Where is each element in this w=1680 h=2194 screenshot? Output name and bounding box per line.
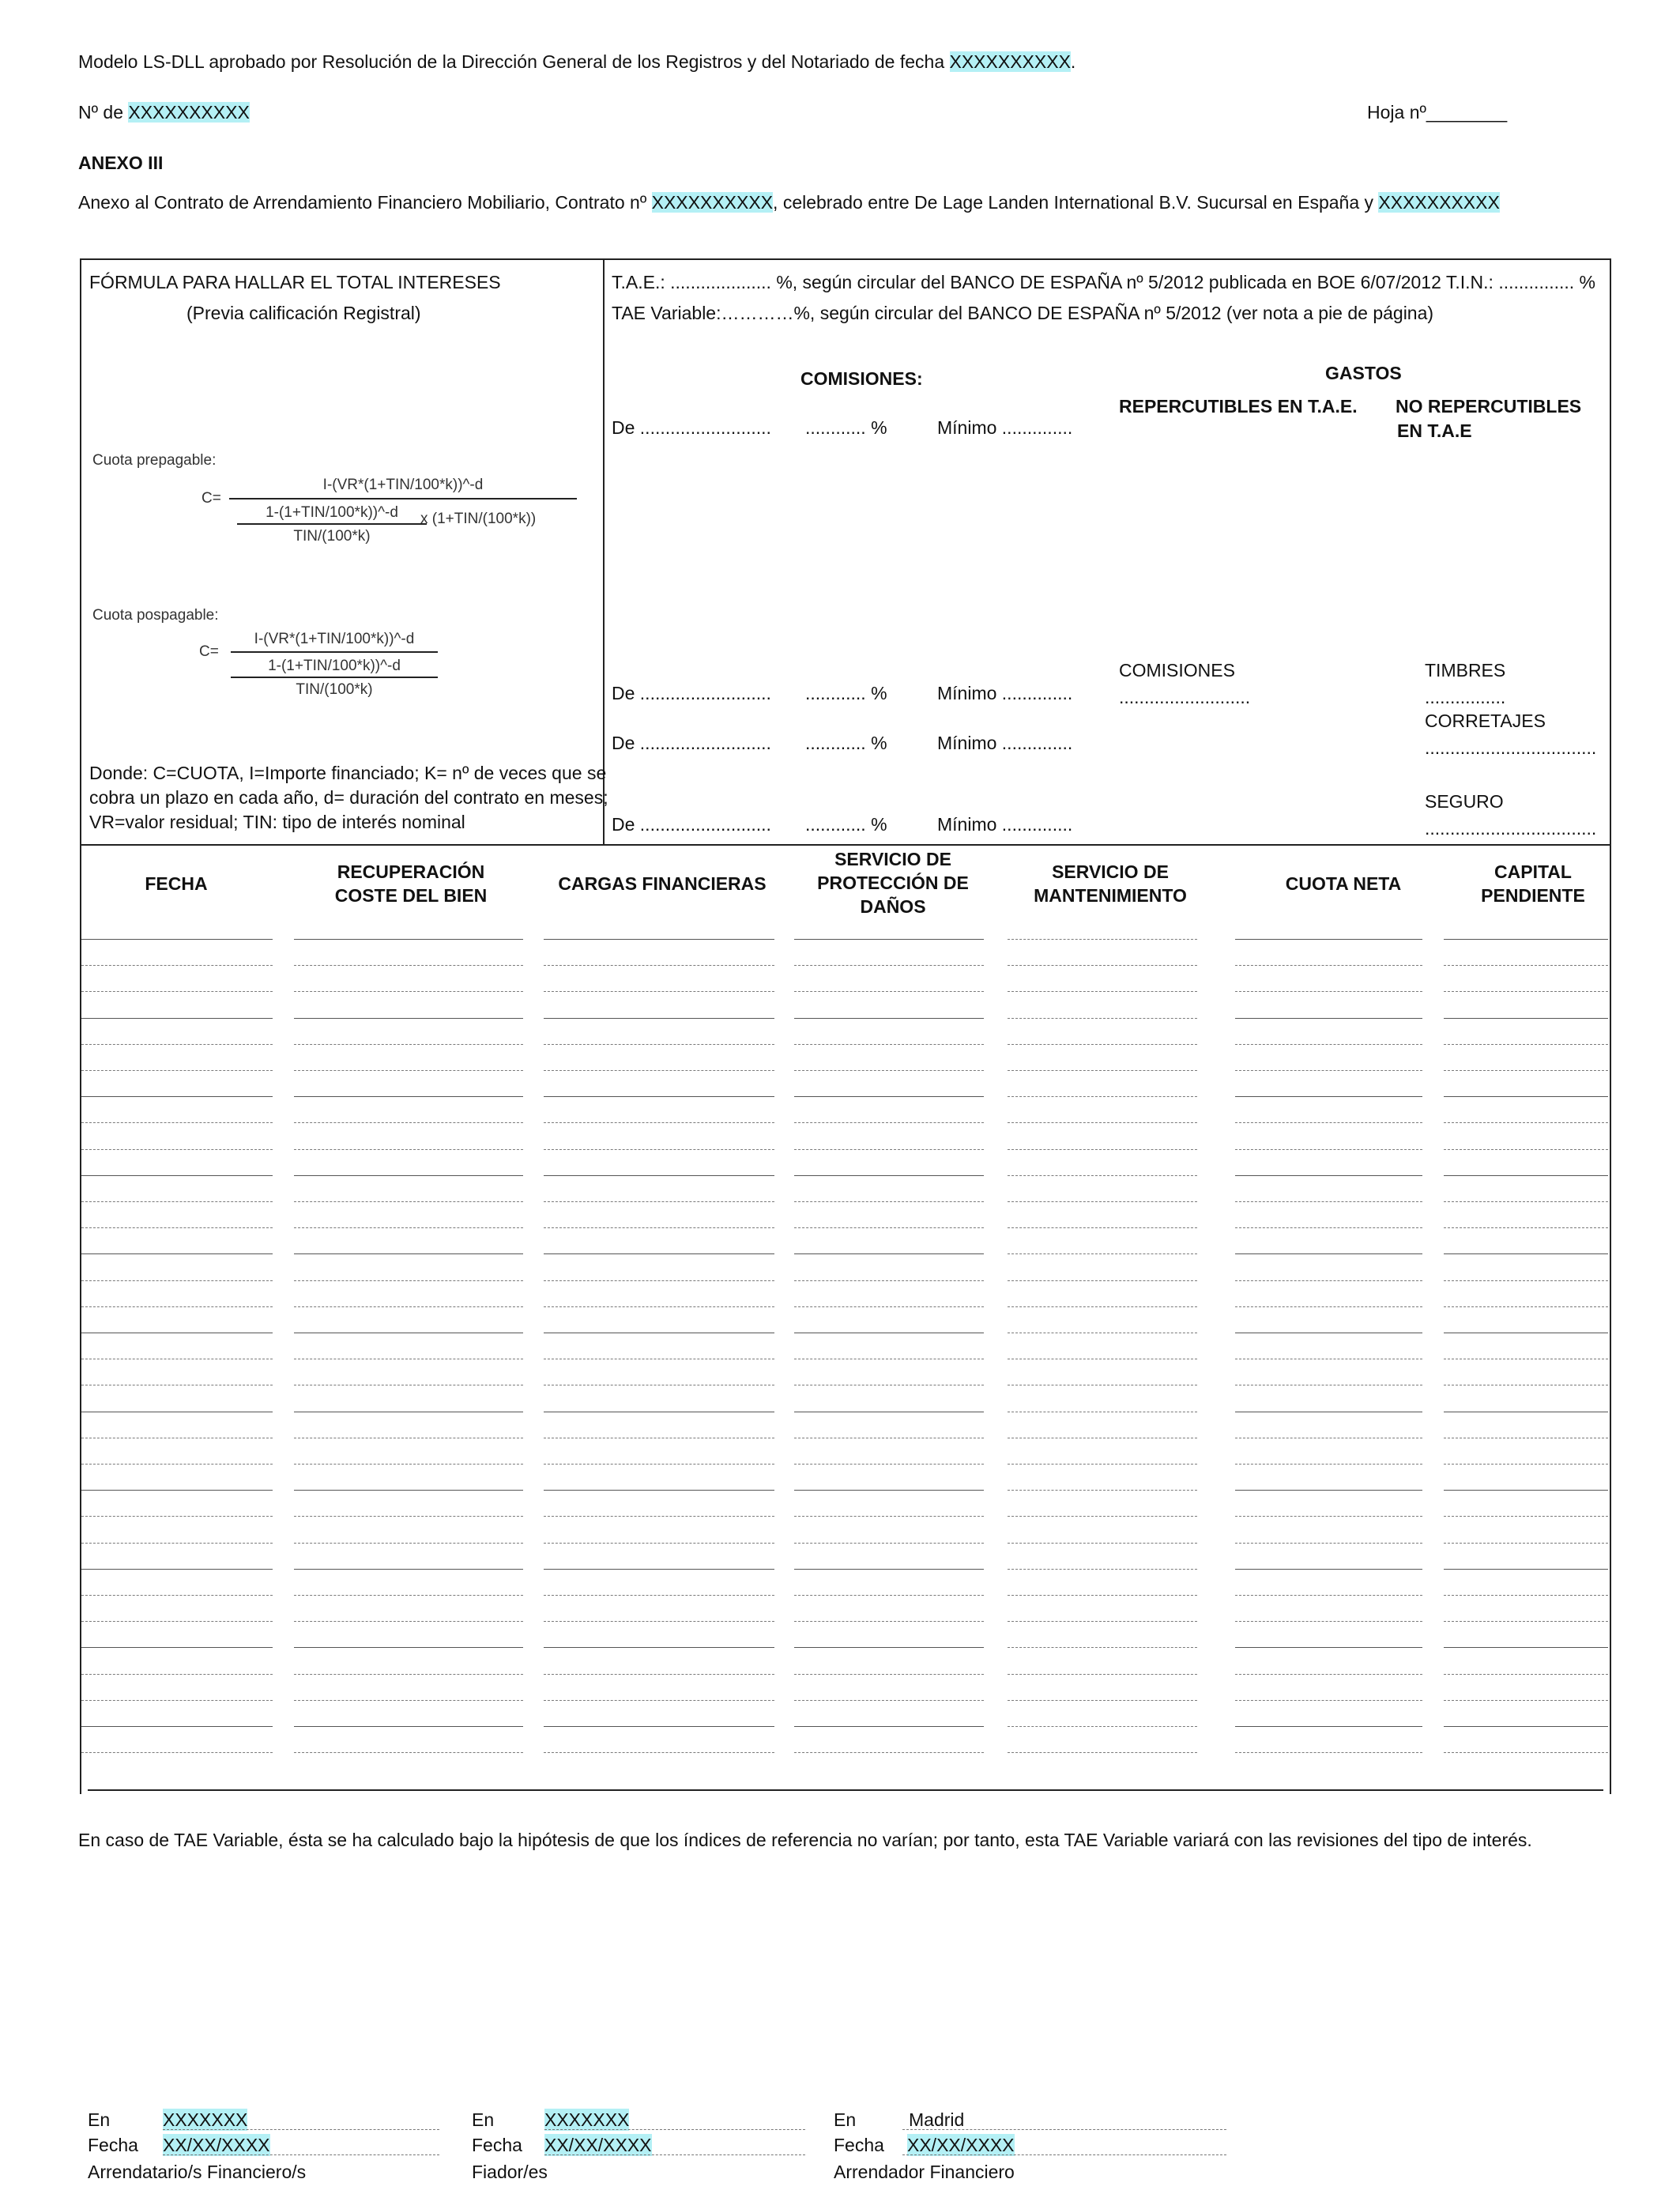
schedule-cell-proteccion[interactable]	[794, 1543, 984, 1544]
sig3-fecha-label: Fecha	[834, 2135, 884, 2155]
schedule-cell-capital[interactable]	[1444, 1674, 1608, 1675]
gastos-comisiones-field[interactable]: ..........................	[1119, 687, 1251, 707]
schedule-cell-cargas[interactable]	[544, 1569, 774, 1570]
schedule-cell-recuperacion[interactable]	[294, 991, 523, 992]
schedule-cell-fecha[interactable]	[81, 1726, 273, 1727]
schedule-cell-fecha[interactable]	[81, 1201, 273, 1202]
schedule-cell-recuperacion[interactable]	[294, 1569, 523, 1570]
schedule-cell-fecha[interactable]	[81, 1569, 273, 1570]
schedule-cell-cargas[interactable]	[544, 939, 774, 940]
schedule-cell-capital[interactable]	[1444, 1149, 1608, 1150]
number-line	[78, 101, 250, 123]
schedule-cell-cuota-neta[interactable]	[1235, 965, 1422, 966]
seguro-field[interactable]: ..................................	[1425, 818, 1597, 839]
schedule-cell-cargas[interactable]	[544, 1175, 774, 1176]
schedule-cell-cuota-neta[interactable]	[1235, 1096, 1422, 1097]
schedule-cell-mantenimiento[interactable]	[1008, 1621, 1197, 1622]
tae-variable-line[interactable]: TAE Variable:…………%, según circular del BANCO DE ESPAÑA nº 5/2012 (ver nota a pie de página)	[612, 303, 1434, 323]
schedule-cell-recuperacion[interactable]	[294, 1647, 523, 1648]
schedule-cell-capital[interactable]	[1444, 939, 1608, 940]
schedule-cell-recuperacion[interactable]	[294, 1149, 523, 1150]
formula-fees-box	[80, 258, 1611, 846]
schedule-cell-fecha[interactable]	[81, 1096, 273, 1097]
schedule-cell-fecha[interactable]	[81, 1490, 273, 1491]
sig2-fecha-label: Fecha	[472, 2135, 522, 2155]
schedule-cell-recuperacion[interactable]	[294, 965, 523, 966]
schedule-cell-proteccion[interactable]	[794, 1752, 984, 1753]
sig2-en-label: En	[472, 2109, 495, 2130]
schedule-cell-capital[interactable]	[1444, 965, 1608, 966]
schedule-cell-mantenimiento[interactable]	[1008, 1306, 1197, 1307]
fee-de-2[interactable]: De ..........................	[612, 683, 771, 703]
schedule-cell-recuperacion[interactable]	[294, 1306, 523, 1307]
sig1-en-label: En	[88, 2109, 111, 2130]
prepayable-sub-numerator: 1-(1+TIN/100*k))^-d	[266, 504, 398, 521]
schedule-cell-mantenimiento[interactable]	[1008, 1543, 1197, 1544]
schedule-cell-mantenimiento[interactable]	[1008, 1464, 1197, 1465]
schedule-cell-cuota-neta[interactable]	[1235, 1018, 1422, 1019]
schedule-cell-cuota-neta[interactable]	[1235, 1674, 1422, 1675]
contract-middle: , celebrado entre De Lage Landen International B.V. Sucursal en España y	[773, 192, 1379, 213]
prepayable-sub-denominator: TIN/(100*k)	[293, 528, 371, 545]
schedule-cell-capital[interactable]	[1444, 1700, 1608, 1701]
schedule-cell-capital[interactable]	[1444, 1201, 1608, 1202]
corretajes-field[interactable]: ..................................	[1425, 737, 1597, 758]
schedule-cell-cuota-neta[interactable]	[1235, 1201, 1422, 1202]
schedule-cell-recuperacion[interactable]	[294, 1752, 523, 1753]
schedule-cell-mantenimiento[interactable]	[1008, 1227, 1197, 1228]
col-header-capital: CAPITAL PENDIENTE	[1481, 861, 1585, 906]
schedule-cell-cuota-neta[interactable]	[1235, 1070, 1422, 1071]
schedule-cell-cargas[interactable]	[544, 1253, 774, 1254]
schedule-cell-proteccion[interactable]	[794, 1516, 984, 1517]
pospayable-c: C=	[199, 643, 219, 660]
schedule-cell-cargas[interactable]	[544, 1018, 774, 1019]
schedule-cell-mantenimiento[interactable]	[1008, 1044, 1197, 1045]
sig2-date[interactable]: XX/XX/XXXX	[544, 2135, 652, 2155]
contract-party[interactable]: XXXXXXXXXX	[1378, 192, 1500, 213]
formula-title: FÓRMULA PARA HALLAR EL TOTAL INTERESES	[89, 272, 501, 292]
schedule-cell-cuota-neta[interactable]	[1235, 1490, 1422, 1491]
schedule-cell-proteccion[interactable]	[794, 1595, 984, 1596]
schedule-cell-recuperacion[interactable]	[294, 1595, 523, 1596]
formula-subtitle: (Previa calificación Registral)	[186, 303, 421, 323]
schedule-cell-cuota-neta[interactable]	[1235, 1595, 1422, 1596]
schedule-cell-recuperacion[interactable]	[294, 1280, 523, 1281]
schedule-cell-fecha[interactable]	[81, 1122, 273, 1123]
prepayable-main-bar	[229, 498, 577, 499]
box-divider	[603, 258, 605, 846]
schedule-cell-cuota-neta[interactable]	[1235, 1543, 1422, 1544]
pospayable-main-bar	[231, 651, 438, 653]
schedule-cell-cuota-neta[interactable]	[1235, 1280, 1422, 1281]
schedule-cell-cargas[interactable]	[544, 1490, 774, 1491]
schedule-cell-capital[interactable]	[1444, 1227, 1608, 1228]
schedule-cell-proteccion[interactable]	[794, 1201, 984, 1202]
schedule-cell-fecha[interactable]	[81, 1647, 273, 1648]
fee-pct-4[interactable]: ............ %	[805, 814, 887, 835]
schedule-cell-cargas[interactable]	[544, 1280, 774, 1281]
sig1-date-line	[163, 2154, 439, 2155]
schedule-cell-cuota-neta[interactable]	[1235, 939, 1422, 940]
schedule-cell-cargas[interactable]	[544, 1621, 774, 1622]
schedule-cell-proteccion[interactable]	[794, 1227, 984, 1228]
schedule-cell-capital[interactable]	[1444, 1647, 1608, 1648]
schedule-cell-proteccion[interactable]	[794, 1647, 984, 1648]
schedule-cell-recuperacion[interactable]	[294, 1726, 523, 1727]
schedule-cell-fecha[interactable]	[81, 1149, 273, 1150]
schedule-cell-proteccion[interactable]	[794, 1280, 984, 1281]
schedule-cell-cargas[interactable]	[544, 1752, 774, 1753]
schedule-cell-capital[interactable]	[1444, 1595, 1608, 1596]
fee-de-1[interactable]: De ..........................	[612, 417, 771, 438]
schedule-cell-recuperacion[interactable]	[294, 1700, 523, 1701]
schedule-cell-capital[interactable]	[1444, 1464, 1608, 1465]
model-line	[78, 51, 1075, 73]
schedule-cell-capital[interactable]	[1444, 991, 1608, 992]
schedule-cell-fecha[interactable]	[81, 1516, 273, 1517]
schedule-cell-mantenimiento[interactable]	[1008, 1096, 1197, 1097]
schedule-cell-fecha[interactable]	[81, 1752, 273, 1753]
prepayable-label: Cuota prepagable:	[92, 452, 217, 469]
prepayable-numerator: I-(VR*(1+TIN/100*k))^-d	[322, 477, 484, 493]
schedule-cell-proteccion[interactable]	[794, 1253, 984, 1254]
schedule-cell-cargas[interactable]	[544, 1227, 774, 1228]
schedule-cell-recuperacion[interactable]	[294, 939, 523, 940]
schedule-cell-capital[interactable]	[1444, 1280, 1608, 1281]
schedule-cell-cargas[interactable]	[544, 1096, 774, 1097]
schedule-cell-mantenimiento[interactable]	[1008, 1018, 1197, 1019]
number-value[interactable]: XXXXXXXXXX	[128, 102, 250, 123]
schedule-cell-cargas[interactable]	[544, 1700, 774, 1701]
contract-prefix: Anexo al Contrato de Arrendamiento Financiero Mobiliario, Contrato nº	[78, 192, 652, 213]
pospayable-numerator: I-(VR*(1+TIN/100*k))^-d	[254, 631, 415, 647]
schedule-cell-capital[interactable]	[1444, 1543, 1608, 1544]
sheet-number[interactable]: Hoja nº________	[1367, 102, 1508, 123]
sig2-date-line	[544, 2154, 805, 2155]
schedule-cell-capital[interactable]	[1444, 1070, 1608, 1071]
schedule-cell-cuota-neta[interactable]	[1235, 1122, 1422, 1123]
corretajes-label: CORRETAJES	[1425, 711, 1546, 731]
schedule-cell-proteccion[interactable]	[794, 1149, 984, 1150]
contract-number[interactable]: XXXXXXXXXX	[651, 192, 774, 213]
schedule-cell-capital[interactable]	[1444, 1122, 1608, 1123]
sig3-date[interactable]: XX/XX/XXXX	[907, 2135, 1015, 2155]
schedule-cell-proteccion[interactable]	[794, 1044, 984, 1045]
pospayable-sub-numerator: 1-(1+TIN/100*k))^-d	[268, 658, 401, 674]
fee-de-3[interactable]: De ..........................	[612, 733, 771, 753]
fee-pct-3[interactable]: ............ %	[805, 733, 887, 753]
table-bottom-rule	[88, 1789, 1603, 1791]
schedule-cell-capital[interactable]	[1444, 1516, 1608, 1517]
schedule-cell-fecha[interactable]	[81, 1595, 273, 1596]
sig3-role: Arrendador Financiero	[834, 2162, 1015, 2182]
schedule-cell-proteccion[interactable]	[794, 1018, 984, 1019]
fee-min-4[interactable]: Mínimo ..............	[937, 814, 1073, 835]
schedule-cell-cuota-neta[interactable]	[1235, 1464, 1422, 1465]
schedule-cell-mantenimiento[interactable]	[1008, 1569, 1197, 1570]
schedule-cell-recuperacion[interactable]	[294, 1543, 523, 1544]
schedule-cell-fecha[interactable]	[81, 965, 273, 966]
schedule-cell-mantenimiento[interactable]	[1008, 1253, 1197, 1254]
schedule-cell-fecha[interactable]	[81, 1700, 273, 1701]
model-text: Modelo LS-DLL aprobado por Resolución de la Dirección General de los Registros y del Notariado de fecha	[78, 51, 950, 72]
fee-pct-1[interactable]: ............ %	[805, 417, 887, 438]
sig1-fecha-label: Fecha	[88, 2135, 138, 2155]
schedule-cell-cargas[interactable]	[544, 1595, 774, 1596]
schedule-cell-proteccion[interactable]	[794, 1122, 984, 1123]
prepayable-multiplier: x (1+TIN/(100*k))	[420, 511, 537, 527]
schedule-cell-cuota-neta[interactable]	[1235, 1621, 1422, 1622]
schedule-cell-recuperacion[interactable]	[294, 1044, 523, 1045]
schedule-cell-mantenimiento[interactable]	[1008, 1674, 1197, 1675]
schedule-cell-mantenimiento[interactable]	[1008, 1490, 1197, 1491]
fee-pct-2[interactable]: ............ %	[805, 683, 887, 703]
schedule-cell-cargas[interactable]	[544, 1070, 774, 1071]
schedule-cell-capital[interactable]	[1444, 1569, 1608, 1570]
schedule-cell-fecha[interactable]	[81, 1018, 273, 1019]
schedule-cell-mantenimiento[interactable]	[1008, 1175, 1197, 1176]
schedule-cell-proteccion[interactable]	[794, 1674, 984, 1675]
seguro-label: SEGURO	[1425, 791, 1504, 812]
schedule-cell-cargas[interactable]	[544, 1122, 774, 1123]
schedule-cell-capital[interactable]	[1444, 1175, 1608, 1176]
schedule-cell-capital[interactable]	[1444, 1621, 1608, 1622]
schedule-cell-proteccion[interactable]	[794, 991, 984, 992]
schedule-cell-recuperacion[interactable]	[294, 1201, 523, 1202]
comisiones-title: COMISIONES:	[800, 368, 923, 389]
schedule-cell-mantenimiento[interactable]	[1008, 1726, 1197, 1727]
schedule-cell-fecha[interactable]	[81, 991, 273, 992]
schedule-cell-proteccion[interactable]	[794, 939, 984, 940]
model-suffix: .	[1070, 51, 1076, 72]
col-header-proteccion: SERVICIO DE PROTECCIÓN DE DAÑOS	[817, 849, 969, 917]
fee-min-3[interactable]: Mínimo ..............	[937, 733, 1073, 753]
number-label: Nº de	[78, 102, 129, 123]
schedule-cell-fecha[interactable]	[81, 1543, 273, 1544]
sig1-place-line	[163, 2129, 439, 2130]
fee-min-1[interactable]: Mínimo ..............	[937, 417, 1073, 438]
pospayable-label: Cuota pospagable:	[92, 607, 219, 624]
tae-line[interactable]: T.A.E.: .................... %, según circular del BANCO DE ESPAÑA nº 5/2012 publicada en BOE 6/07/2012 T.I.N.: ............... %	[612, 272, 1596, 292]
sig3-en-label: En	[834, 2109, 857, 2130]
schedule-cell-recuperacion[interactable]	[294, 1621, 523, 1622]
schedule-cell-recuperacion[interactable]	[294, 1018, 523, 1019]
schedule-cell-fecha[interactable]	[81, 1621, 273, 1622]
schedule-cell-cuota-neta[interactable]	[1235, 1306, 1422, 1307]
schedule-cell-proteccion[interactable]	[794, 1175, 984, 1176]
timbres-field[interactable]: ................	[1425, 687, 1506, 707]
schedule-cell-proteccion[interactable]	[794, 1569, 984, 1570]
col-header-fecha: FECHA	[145, 873, 208, 894]
schedule-cell-cargas[interactable]	[544, 1306, 774, 1307]
schedule-cell-cuota-neta[interactable]	[1235, 1044, 1422, 1045]
schedule-cell-cuota-neta[interactable]	[1235, 1752, 1422, 1753]
tae-variable-note: En caso de TAE Variable, ésta se ha calculado bajo la hipótesis de que los índices de referencia no varían; por tanto, esta TAE Variable variará con las revisiones del tipo de interés.	[78, 1830, 1532, 1850]
prepayable-c: C=	[202, 490, 221, 507]
sig1-role: Arrendatario/s Financiero/s	[88, 2162, 307, 2182]
schedule-cell-fecha[interactable]	[81, 1464, 273, 1465]
formula-definition-3: VR=valor residual; TIN: tipo de interés nominal	[89, 812, 465, 832]
gastos-comisiones-label: COMISIONES	[1119, 660, 1235, 680]
schedule-cell-cargas[interactable]	[544, 1647, 774, 1648]
schedule-cell-mantenimiento[interactable]	[1008, 1149, 1197, 1150]
no-repercutibles-header-1: NO REPERCUTIBLES	[1396, 396, 1582, 417]
schedule-cell-mantenimiento[interactable]	[1008, 1070, 1197, 1071]
timbres-label: TIMBRES	[1425, 660, 1506, 680]
schedule-cell-capital[interactable]	[1444, 1306, 1608, 1307]
schedule-cell-mantenimiento[interactable]	[1008, 1280, 1197, 1281]
schedule-cell-cargas[interactable]	[544, 991, 774, 992]
schedule-cell-mantenimiento[interactable]	[1008, 1516, 1197, 1517]
schedule-cell-proteccion[interactable]	[794, 1464, 984, 1465]
sig3-date-line	[902, 2154, 1226, 2155]
schedule-cell-mantenimiento[interactable]	[1008, 1647, 1197, 1648]
sig2-place-line	[544, 2129, 805, 2130]
schedule-cell-capital[interactable]	[1444, 1253, 1608, 1254]
sig3-place-line	[902, 2129, 1226, 2130]
schedule-cell-fecha[interactable]	[81, 1175, 273, 1176]
schedule-cell-proteccion[interactable]	[794, 1621, 984, 1622]
schedule-cell-proteccion[interactable]	[794, 1070, 984, 1071]
fee-min-2[interactable]: Mínimo ..............	[937, 683, 1073, 703]
schedule-cell-capital[interactable]	[1444, 1044, 1608, 1045]
schedule-cell-capital[interactable]	[1444, 1096, 1608, 1097]
schedule-cell-proteccion[interactable]	[794, 1306, 984, 1307]
schedule-cell-mantenimiento[interactable]	[1008, 939, 1197, 940]
col-header-cargas: CARGAS FINANCIERAS	[558, 873, 767, 894]
schedule-cell-cargas[interactable]	[544, 1464, 774, 1465]
schedule-cell-mantenimiento[interactable]	[1008, 991, 1197, 992]
schedule-cell-capital[interactable]	[1444, 1490, 1608, 1491]
schedule-cell-cuota-neta[interactable]	[1235, 1227, 1422, 1228]
pospayable-sub-denominator: TIN/(100*k)	[296, 681, 373, 698]
schedule-cell-cuota-neta[interactable]	[1235, 1175, 1422, 1176]
table-left-border	[80, 844, 81, 1794]
schedule-cell-recuperacion[interactable]	[294, 1096, 523, 1097]
schedule-cell-cargas[interactable]	[544, 1726, 774, 1727]
schedule-cell-mantenimiento[interactable]	[1008, 1122, 1197, 1123]
sig2-place[interactable]: XXXXXXX	[544, 2109, 630, 2130]
schedule-cell-fecha[interactable]	[81, 1227, 273, 1228]
annex-title: ANEXO III	[78, 153, 164, 173]
schedule-cell-recuperacion[interactable]	[294, 1674, 523, 1675]
schedule-cell-cuota-neta[interactable]	[1235, 1569, 1422, 1570]
col-header-recuperacion: RECUPERACIÓN COSTE DEL BIEN	[334, 861, 488, 906]
schedule-cell-cargas[interactable]	[544, 1516, 774, 1517]
schedule-cell-mantenimiento[interactable]	[1008, 1700, 1197, 1701]
schedule-cell-cargas[interactable]	[544, 1044, 774, 1045]
schedule-cell-cuota-neta[interactable]	[1235, 991, 1422, 992]
schedule-cell-proteccion[interactable]	[794, 965, 984, 966]
sig1-date[interactable]: XX/XX/XXXX	[163, 2135, 270, 2155]
schedule-cell-fecha[interactable]	[81, 1044, 273, 1045]
schedule-cell-mantenimiento[interactable]	[1008, 1752, 1197, 1753]
schedule-cell-proteccion[interactable]	[794, 1726, 984, 1727]
schedule-cell-cuota-neta[interactable]	[1235, 1149, 1422, 1150]
schedule-cell-recuperacion[interactable]	[294, 1253, 523, 1254]
schedule-cell-cuota-neta[interactable]	[1235, 1700, 1422, 1701]
formula-definition-1: Donde: C=CUOTA, I=Importe financiado; K= nº de veces que se	[89, 763, 607, 783]
schedule-cell-capital[interactable]	[1444, 1726, 1608, 1727]
gastos-title: GASTOS	[1325, 363, 1402, 383]
repercutibles-header: REPERCUTIBLES EN T.A.E.	[1119, 396, 1358, 417]
schedule-cell-capital[interactable]	[1444, 1018, 1608, 1019]
col-header-mantenimiento: SERVICIO DE MANTENIMIENTO	[1034, 861, 1187, 906]
schedule-cell-recuperacion[interactable]	[294, 1464, 523, 1465]
schedule-cell-cuota-neta[interactable]	[1235, 1516, 1422, 1517]
schedule-cell-fecha[interactable]	[81, 1253, 273, 1254]
schedule-cell-recuperacion[interactable]	[294, 1175, 523, 1176]
schedule-cell-cargas[interactable]	[544, 1201, 774, 1202]
schedule-cell-fecha[interactable]	[81, 1674, 273, 1675]
table-right-border	[1610, 844, 1611, 1794]
schedule-cell-cuota-neta[interactable]	[1235, 1253, 1422, 1254]
schedule-cell-cargas[interactable]	[544, 1149, 774, 1150]
schedule-cell-mantenimiento[interactable]	[1008, 965, 1197, 966]
schedule-cell-fecha[interactable]	[81, 1070, 273, 1071]
schedule-cell-capital[interactable]	[1444, 1752, 1608, 1753]
schedule-cell-cargas[interactable]	[544, 965, 774, 966]
schedule-cell-cargas[interactable]	[544, 1674, 774, 1675]
schedule-cell-recuperacion[interactable]	[294, 1122, 523, 1123]
schedule-cell-proteccion[interactable]	[794, 1490, 984, 1491]
schedule-cell-proteccion[interactable]	[794, 1096, 984, 1097]
schedule-cell-cuota-neta[interactable]	[1235, 1647, 1422, 1648]
col-header-cuota-neta: CUOTA NETA	[1285, 873, 1402, 894]
schedule-cell-cargas[interactable]	[544, 1543, 774, 1544]
contract-line	[78, 191, 1500, 213]
schedule-cell-recuperacion[interactable]	[294, 1227, 523, 1228]
formula-definition-2: cobra un plazo en cada año, d= duración del contrato en meses;	[89, 787, 608, 808]
sig2-role: Fiador/es	[472, 2162, 548, 2182]
sig1-place[interactable]: XXXXXXX	[163, 2109, 248, 2130]
schedule-cell-fecha[interactable]	[81, 939, 273, 940]
schedule-cell-recuperacion[interactable]	[294, 1516, 523, 1517]
schedule-cell-recuperacion[interactable]	[294, 1490, 523, 1491]
fee-de-4[interactable]: De ..........................	[612, 814, 771, 835]
no-repercutibles-header-2: EN T.A.E	[1397, 420, 1472, 441]
schedule-cell-mantenimiento[interactable]	[1008, 1595, 1197, 1596]
prepayable-sub-bar	[237, 523, 427, 525]
schedule-cell-fecha[interactable]	[81, 1280, 273, 1281]
schedule-cell-cuota-neta[interactable]	[1235, 1726, 1422, 1727]
schedule-cell-fecha[interactable]	[81, 1306, 273, 1307]
pospayable-sub-bar	[231, 677, 438, 678]
sig3-place[interactable]: Madrid	[909, 2109, 965, 2130]
model-date[interactable]: XXXXXXXXXX	[949, 51, 1071, 72]
schedule-cell-proteccion[interactable]	[794, 1700, 984, 1701]
schedule-cell-recuperacion[interactable]	[294, 1070, 523, 1071]
schedule-cell-mantenimiento[interactable]	[1008, 1201, 1197, 1202]
